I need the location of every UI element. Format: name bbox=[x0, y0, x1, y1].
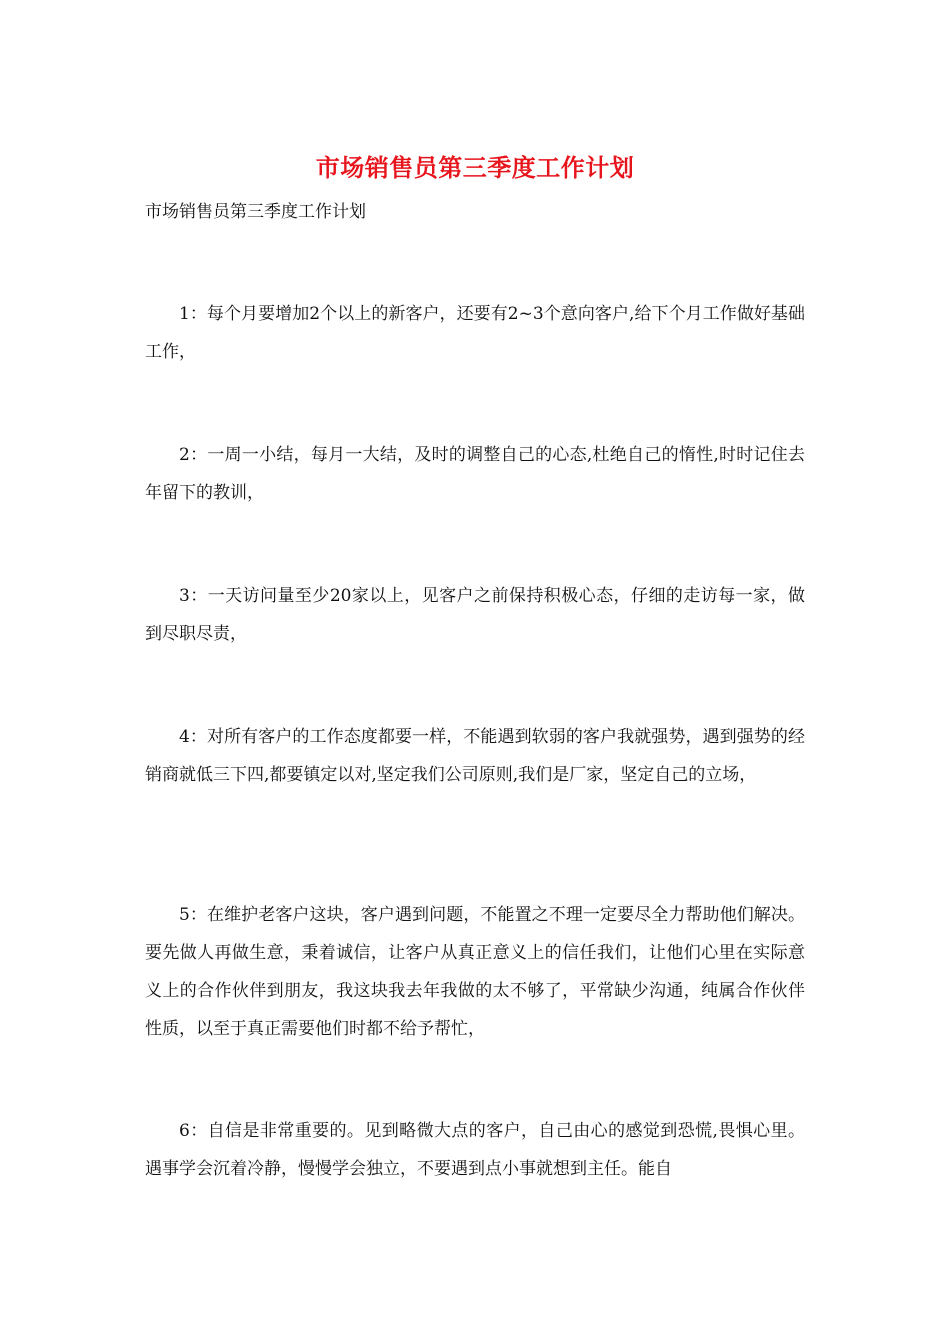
paragraph-1: 1：每个月要增加2个以上的新客户，还要有2~3个意向客户,给下个月工作做好基础工作， bbox=[145, 304, 805, 362]
paragraph-2: 2：一周一小结，每月一大结，及时的调整自己的心态,杜绝自己的惰性,时时记住去年留下的教训， bbox=[145, 445, 805, 503]
document-subtitle: 市场销售员第三季度工作计划 bbox=[145, 202, 366, 222]
paragraph-5: 5：在维护老客户这块，客户遇到问题，不能置之不理一定要尽全力帮助他们解决。要先做人再做生意，秉着诚信，让客户从真正意义上的信任我们，让他们心里在实际意义上的合作伙伴到朋友，我这块我去年我做的太不够了，平常缺少沟通，纯属合作伙伴性质，以至于真正需要他们时都不给予帮忙， bbox=[145, 905, 805, 1039]
paragraph-6: 6：自信是非常重要的。见到略微大点的客户，自己由心的感觉到恐慌,畏惧心里。遇事学会沉着冷静，慢慢学会独立，不要遇到点小事就想到主任。能自 bbox=[145, 1121, 805, 1179]
document-title: 市场销售员第三季度工作计划 bbox=[315, 153, 635, 182]
paragraph-3: 3：一天访问量至少20家以上，见客户之前保持积极心态，仔细的走访每一家，做到尽职尽责， bbox=[145, 586, 805, 644]
paragraph-4: 4：对所有客户的工作态度都要一样，不能遇到软弱的客户我就强势，遇到强势的经销商就低三下四,都要镇定以对,坚定我们公司原则,我们是厂家，坚定自己的立场， bbox=[145, 727, 805, 785]
